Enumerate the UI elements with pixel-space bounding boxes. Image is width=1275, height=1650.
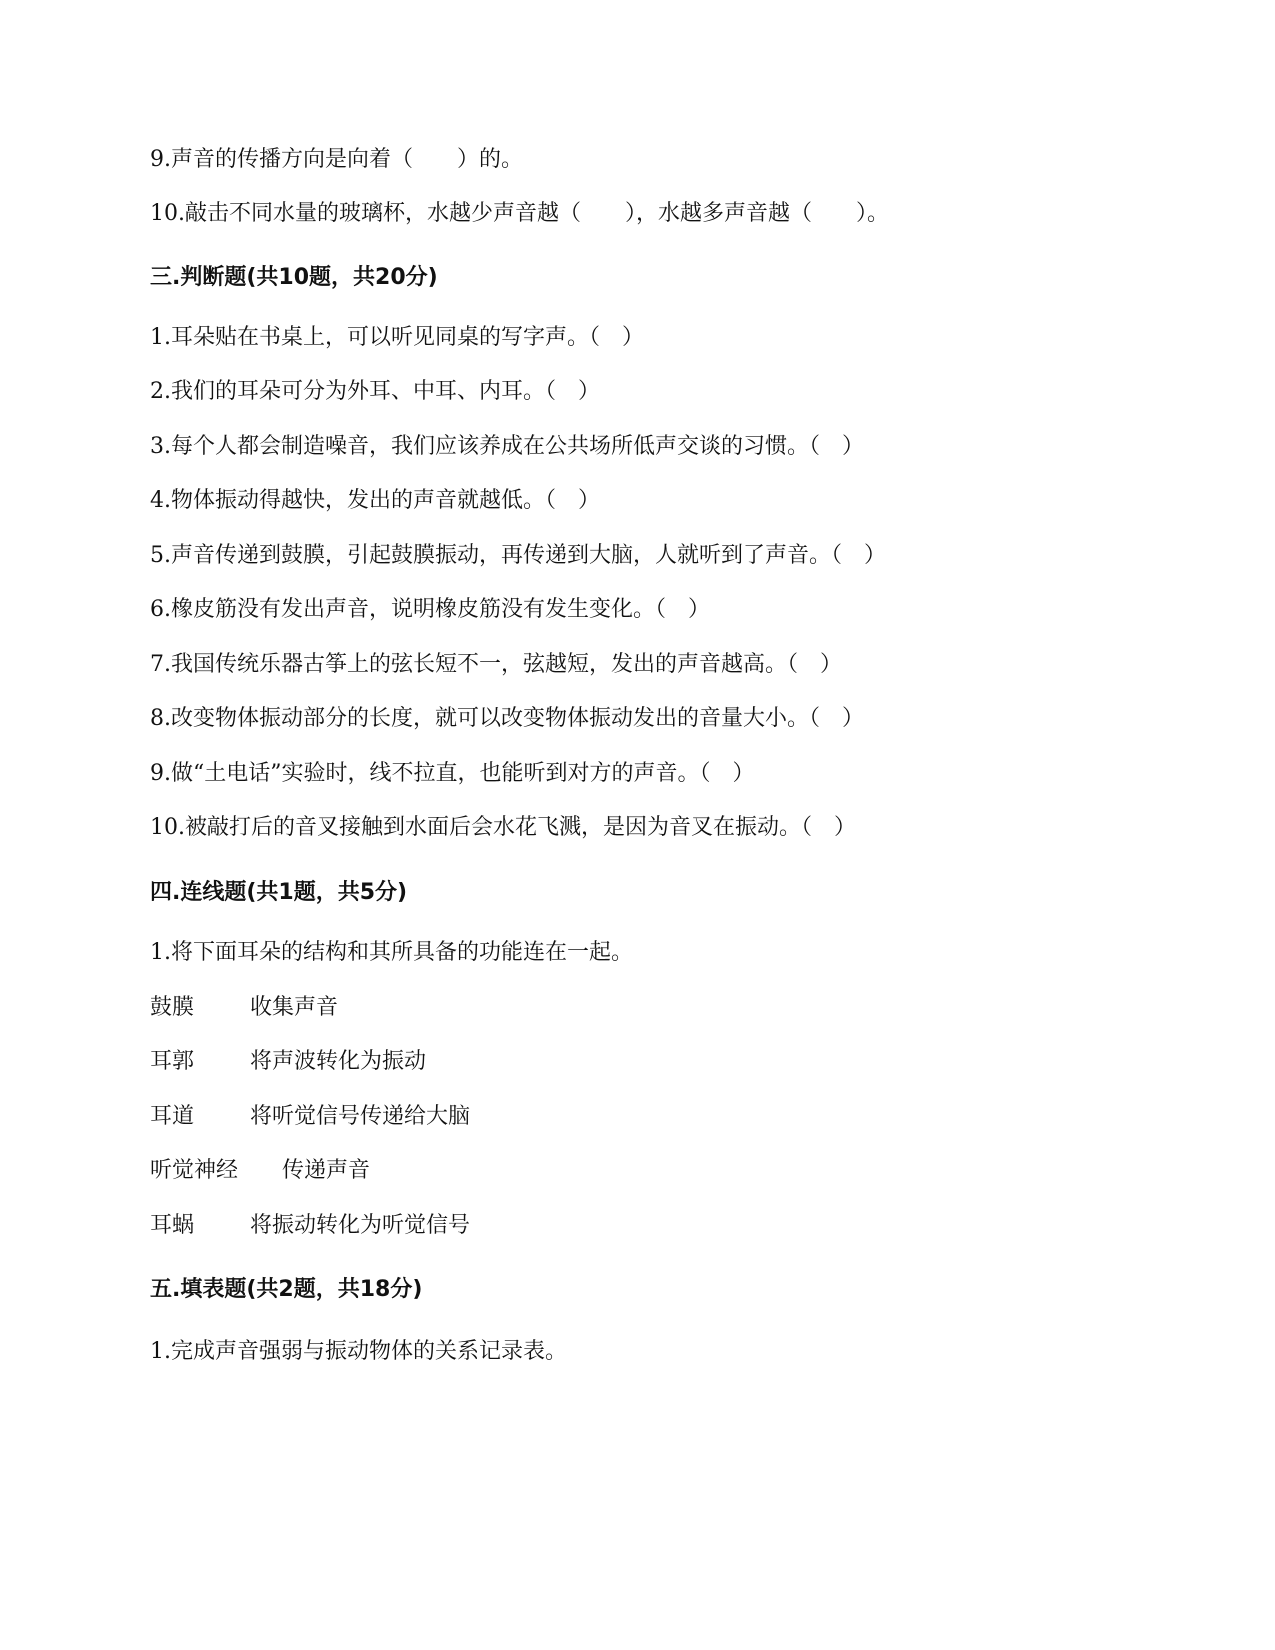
table-question: 1.完成声音强弱与振动物体的关系记录表。 [150, 1339, 567, 1364]
ear-function-term: 收集声音 [250, 995, 339, 1020]
judgement-item-2: 2.我们的耳朵可分为外耳、中耳、内耳。（ ） [150, 379, 600, 404]
ear-structure-term: 鼓膜 [150, 995, 195, 1020]
ear-structure-term: 耳郭 [150, 1049, 195, 1074]
matching-pair [150, 1048, 426, 1076]
ear-function-term: 将听觉信号传递给大脑 [250, 1104, 471, 1129]
ear-function-term: 传递声音 [282, 1158, 371, 1183]
section-heading-matching: 四.连线题(共1题，共5分) [150, 880, 408, 905]
matching-pair [150, 1212, 470, 1240]
matching-pair [150, 994, 338, 1022]
ear-structure-term: 耳蜗 [150, 1213, 195, 1238]
section-heading-judgement: 三.判断题(共10题，共20分) [150, 265, 438, 290]
judgement-item-3: 3.每个人都会制造噪音，我们应该养成在公共场所低声交谈的习惯。（ ） [150, 434, 864, 459]
section-heading-table: 五.填表题(共2题，共18分) [150, 1277, 423, 1302]
matching-pair [150, 1103, 470, 1131]
judgement-item-10: 10.被敲打后的音叉接触到水面后会水花飞溅，是因为音叉在振动。（ ） [150, 815, 856, 840]
fill-blank-question-9: 9.声音的传播方向是向着（ ）的。 [150, 147, 523, 172]
judgement-item-7: 7.我国传统乐器古筝上的弦长短不一，弦越短，发出的声音越高。（ ） [150, 652, 842, 677]
fill-blank-question-10: 10.敲击不同水量的玻璃杯，水越少声音越（ ），水越多声音越（ ）。 [150, 201, 889, 226]
ear-structure-term: 听觉神经 [150, 1158, 239, 1183]
judgement-item-8: 8.改变物体振动部分的长度，就可以改变物体振动发出的音量大小。（ ） [150, 706, 864, 731]
judgement-item-4: 4.物体振动得越快，发出的声音就越低。（ ） [150, 488, 600, 513]
judgement-item-9: 9.做“土电话”实验时，线不拉直，也能听到对方的声音。（ ） [150, 761, 755, 786]
judgement-item-1: 1.耳朵贴在书桌上，可以听见同桌的写字声。（ ） [150, 325, 644, 350]
judgement-item-6: 6.橡皮筋没有发出声音，说明橡皮筋没有发生变化。（ ） [150, 597, 710, 622]
ear-function-term: 将声波转化为振动 [250, 1049, 427, 1074]
ear-structure-term: 耳道 [150, 1104, 195, 1129]
ear-function-term: 将振动转化为听觉信号 [250, 1213, 471, 1238]
judgement-item-5: 5.声音传递到鼓膜，引起鼓膜振动，再传递到大脑，人就听到了声音。（ ） [150, 543, 886, 568]
matching-question: 1.将下面耳朵的结构和其所具备的功能连在一起。 [150, 940, 633, 965]
matching-pair [150, 1157, 370, 1185]
